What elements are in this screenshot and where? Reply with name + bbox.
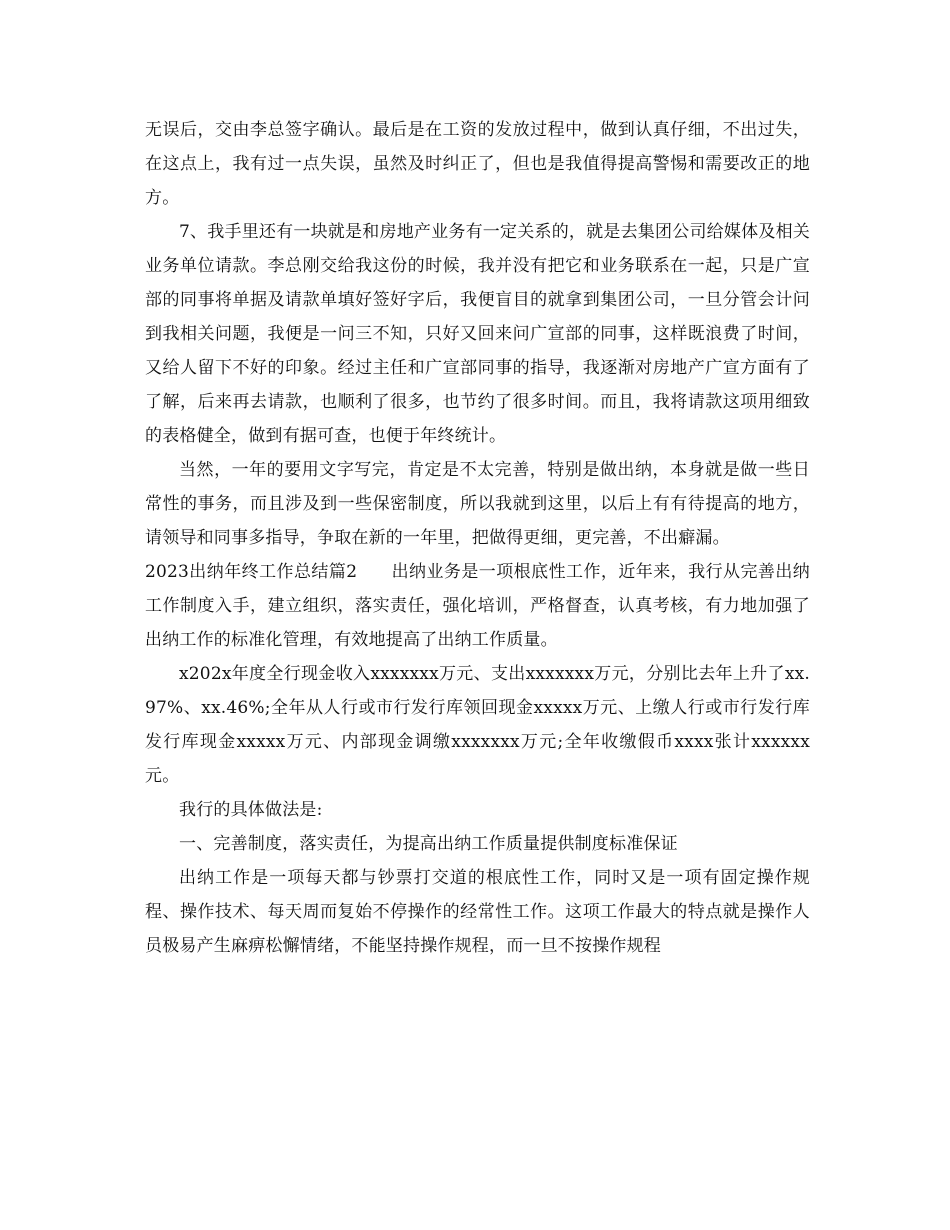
paragraph-method-1-heading: 一、完善制度，落实责任，为提高出纳工作质量提供制度标准保证 [179, 834, 678, 854]
section-title: 2023出纳年终工作总结篇2 [145, 562, 358, 582]
paragraph-annual-figures: x202x年度全行现金收入xxxxxxx万元、支出xxxxxxx万元，分别比去年上升了xx.97%、xx.46%;全年从人行或市行发行库领回现金xxxxx万元、上缴人行或市行发行库发行库现金xxxxx万元、内部现金调缴xxxxxxx万元;全年收缴假币xxxx张计xxxxxx元。 [145, 664, 810, 786]
paragraph-method-1-body: 出纳工作是一项每天都与钞票打交道的根底性工作，同时又是一项有固定操作规程、操作技术、每天周而复始不停操作的经常性工作。这项工作最大的特点就是操作人员极易产生麻痹松懈情绪，不能坚持操作规程，而一旦不按操作规程 [145, 868, 810, 956]
section-heading-line [145, 555, 810, 657]
paragraph-item-7: 7、我手里还有一块就是和房地产业务有一定关系的，就是去集团公司给媒体及相关业务单位请款。李总刚交给我这份的时候，我并没有把它和业务联系在一起，只是广宣部的同事将单据及请款单填好签好字后，我便盲目的就拿到集团公司，一旦分管会计问到我相关问题，我便是一问三不知，只好又回来问广宣部的同事，这样既浪费了时间，又给人留下不好的印象。经过主任和广宣部同事的指导，我逐渐对房地产广宣方面有了了解，后来再去请款，也顺利了很多，也节约了很多时间。而且，我将请款这项用细致的表格健全，做到有据可查，也便于年终统计。 [145, 222, 810, 446]
paragraph-conclusion: 当然，一年的要用文字写完，肯定是不太完善，特别是做出纳，本身就是做一些日常性的事务，而且涉及到一些保密制度，所以我就到这里，以后上有有待提高的地方，请领导和同事多指导，争取在新的一年里，把做得更细，更完善，不出癖漏。 [145, 460, 810, 548]
paragraph-salary-review: 无误后，交由李总签字确认。最后是在工资的发放过程中，做到认真仔细，不出过失，在这点上，我有过一点失误，虽然及时纠正了，但也是我值得提高警惕和需要改正的地方。 [145, 120, 810, 208]
section-intro: 出纳业务是一项根底性工作，近年来，我行从完善出纳工作制度入手，建立组织，落实责任，强化培训，严格督查，认真考核，有力地加强了出纳工作的标准化管理，有效地提高了出纳工作质量。 [145, 562, 810, 650]
paragraph-methods-intro: 我行的具体做法是: [179, 800, 323, 820]
document-body [145, 113, 810, 963]
